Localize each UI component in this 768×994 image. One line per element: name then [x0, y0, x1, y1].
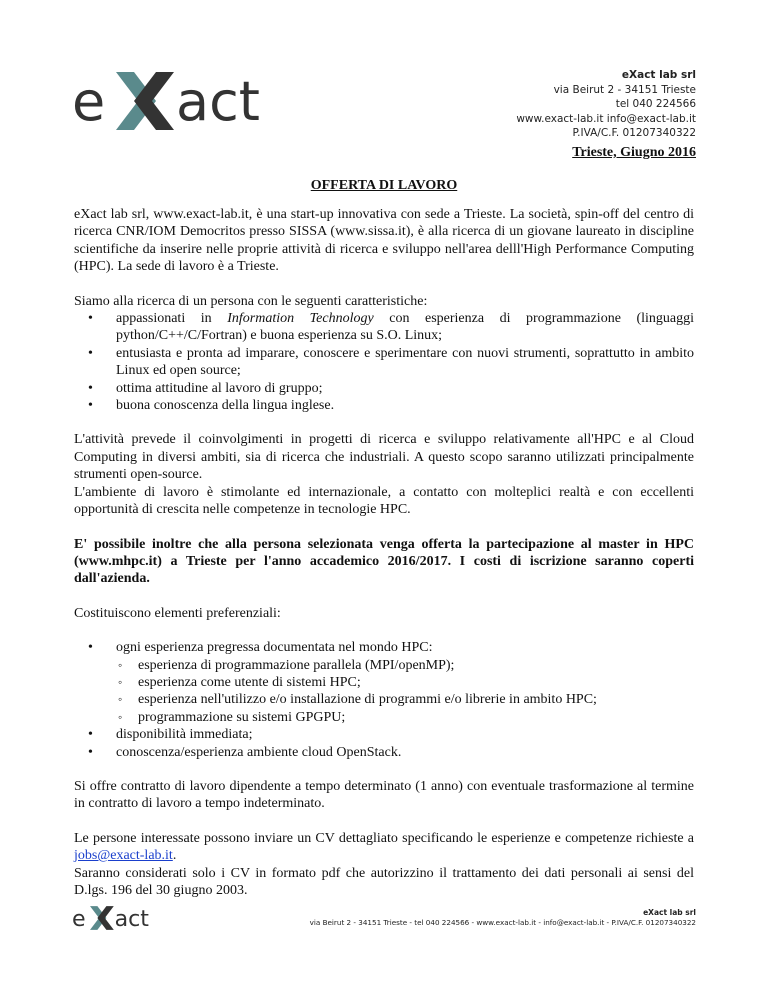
sub-list-item: ◦ programmazione su sistemi GPGPU; — [118, 709, 346, 725]
sub-bullet-icon: ◦ — [118, 657, 123, 672]
bullet-icon: • — [88, 345, 93, 361]
exact-lab-footer-logo — [72, 906, 158, 930]
list-item: • ottima attitudine al lavoro di gruppo; — [88, 380, 323, 396]
list-item: • ogni esperienza pregressa documentata nel mondo HPC: — [88, 640, 433, 656]
activity-paragraph: L'attività prevede il coinvolgimenti in progetti di ricerca e sviluppo relativamente all'HPC e al Cloud Computing in diversi ambiti, sia di ricerca che industriali. A questo scopo saranno utilizzati principalmente strumenti open-source. — [74, 432, 694, 483]
bullet-icon: • — [88, 398, 93, 414]
company-contact-block — [516, 68, 696, 141]
intro-paragraph: eXact lab srl, www.exact-lab.it, è una start-up innovativa con sede a Trieste. La società, spin-off del centro di ricerca CNR/IOM Democritos presso SISSA (www.sissa.it), è alla ricerca di un giovane laureato in discipline scientifiche da inserire nelle proprie attività di ricerca e sviluppo nell'area delll'High Performance Computing (HPC). La sede di lavoro è a Trieste. — [74, 207, 694, 275]
requirements-list — [74, 310, 694, 414]
sub-bullet-icon: ◦ — [118, 709, 123, 724]
svg-text:act: act — [176, 72, 260, 130]
bullet-icon: • — [88, 640, 93, 656]
footer-contact — [310, 908, 696, 928]
bullet-icon: • — [88, 311, 93, 327]
company-web-email: www.exact-lab.it info@exact-lab.it — [516, 112, 696, 125]
document-date: Trieste, Giugno 2016 — [572, 145, 696, 160]
company-address: via Beirut 2 - 34151 Trieste — [553, 83, 696, 96]
preferential-intro: Costituiscono elementi preferenziali: — [74, 605, 281, 621]
list-item: • appassionati in Information Technology con esperienza di programmazione (linguaggi python/C++/C/Fortran) e buona esperienza su S.O. Linux; — [88, 311, 694, 344]
company-name: eXact lab srl — [621, 69, 696, 81]
list-item: • entusiasta e pronta ad imparare, conoscere e sperimentare con nuovi strumenti, soprattutto in ambito Linux ed open source; — [88, 345, 694, 379]
document-body — [74, 206, 694, 899]
bullet-icon: • — [88, 744, 93, 760]
sub-bullet-icon: ◦ — [118, 674, 123, 689]
master-offer-paragraph: E' possibile inoltre che alla persona selezionata venga offerta la partecipazione al master in HPC (www.mhpc.it) a Trieste per l'anno accademico 2016/2017. I costi di iscrizione saranno coperti dall'azienda. — [74, 536, 694, 587]
exact-lab-logo — [72, 72, 282, 130]
page-title: OFFERTA DI LAVORO — [310, 178, 458, 193]
sub-list-item: ◦ esperienza come utente di sistemi HPC; — [118, 674, 361, 690]
list-item: • disponibilità immediata; — [88, 727, 253, 743]
privacy-paragraph: Saranno considerati solo i CV in formato pdf che autorizzino il trattamento dei dati personali ai sensi del D.lgs. 196 del 30 giugno 2003. — [74, 865, 694, 898]
footer-company-name: eXact lab srl — [643, 908, 696, 917]
contract-paragraph: Si offre contratto di lavoro dipendente a tempo determinato (1 anno) con eventuale trasformazione al termine in contratto di lavoro a tempo indeterminato. — [74, 778, 694, 812]
list-item: • conoscenza/esperienza ambiente cloud OpenStack. — [88, 744, 402, 760]
environment-paragraph: L'ambiente di lavoro è stimolante ed internazionale, a contatto con molteplici realtà e con eccellenti opportunità di crescita nelle competenze in tecnologie HPC. — [74, 484, 694, 518]
requirements-intro: Siamo alla ricerca di un persona con le seguenti caratteristiche: — [74, 293, 428, 309]
sub-bullet-icon: ◦ — [118, 692, 123, 707]
footer-info: via Beirut 2 - 34151 Trieste - tel 040 224566 - www.exact-lab.it - info@exact-lab.it - P.IVA/C.F. 01207340322 — [309, 918, 696, 927]
svg-text:e: e — [72, 72, 106, 130]
bullet-icon: • — [88, 727, 93, 743]
apply-paragraph: Le persone interessate possono inviare un CV dettagliato specificando le esperienze e competenze richieste a jobs@exact-lab.it. — [74, 830, 694, 864]
company-vat: P.IVA/C.F. 01207340322 — [572, 127, 696, 139]
list-item: • buona conoscenza della lingua inglese. — [88, 398, 335, 414]
svg-text:e: e — [72, 906, 86, 930]
company-phone: tel 040 224566 — [615, 98, 696, 110]
sub-list-item: ◦ esperienza nell'utilizzo e/o installazione di programmi e/o librerie in ambito HPC; — [118, 692, 597, 708]
bullet-icon: • — [88, 380, 93, 396]
svg-text:act: act — [114, 906, 149, 930]
preferential-list — [74, 639, 694, 761]
sub-list-item: ◦ esperienza di programmazione parallela (MPI/openMP); — [118, 657, 455, 673]
jobs-email-link[interactable]: jobs@exact-lab.it — [74, 848, 173, 864]
